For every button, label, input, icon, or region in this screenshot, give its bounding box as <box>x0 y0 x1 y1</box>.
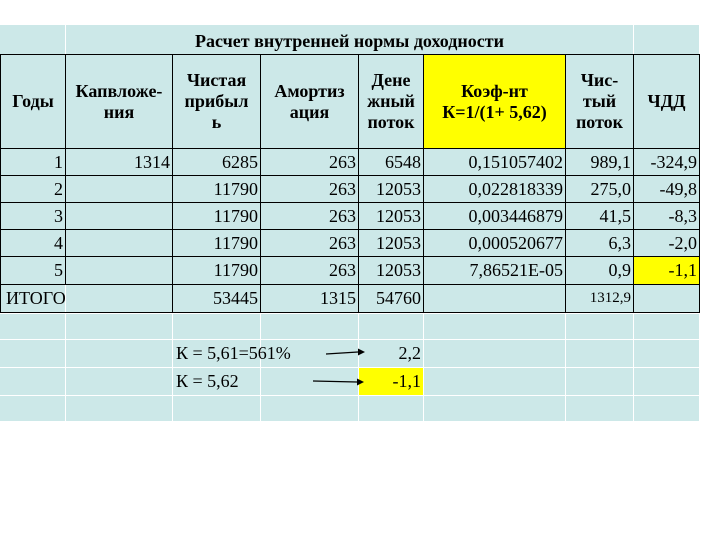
row2-amort: 263 <box>329 179 356 199</box>
row5-profit: 11790 <box>213 260 258 280</box>
header-amortization <box>261 55 358 148</box>
header-npv-label: ЧДД <box>647 91 686 111</box>
header-net-flow-line1: Чис- <box>580 70 619 90</box>
row5-flow: 12053 <box>376 260 421 280</box>
row3-coef: 0,003446879 <box>468 206 563 226</box>
k1-value: 2,2 <box>398 343 421 363</box>
k1-label: К = 5,61=561% <box>176 343 291 363</box>
row4-npv: -2,0 <box>668 233 697 253</box>
row2-flow: 12053 <box>376 179 421 199</box>
row5-amort: 263 <box>329 260 356 280</box>
row1-amort: 263 <box>329 152 356 172</box>
k2-label: К = 5,62 <box>176 371 239 391</box>
header-years <box>1 55 65 148</box>
row4-capex <box>66 230 172 257</box>
header-cash-flow-line2: жный <box>367 91 415 111</box>
header-amortization-line2: ация <box>289 101 330 122</box>
total-profit: 53445 <box>213 288 258 308</box>
header-amortization-line1: Амортиз <box>274 80 345 101</box>
header-net-flow-line3: поток <box>575 112 624 132</box>
header-net-profit-line3: ь <box>211 112 222 132</box>
header-capex-line2: ния <box>103 101 135 122</box>
row4-flow: 12053 <box>376 233 421 253</box>
row5-npv: -1,1 <box>668 260 697 280</box>
total-label: ИТОГО <box>6 288 66 308</box>
row4-coef: 0,000520677 <box>468 233 563 253</box>
header-capex <box>66 55 172 148</box>
row2-year: 2 <box>54 179 63 199</box>
row1-npv: -324,9 <box>650 152 697 172</box>
header-cash-flow-line3: поток <box>367 112 415 132</box>
row4-year: 4 <box>54 233 63 253</box>
row2-npv: -49,8 <box>659 179 697 199</box>
row1-coef: 0,151057402 <box>468 152 563 172</box>
header-net-flow-line2: тый <box>582 91 617 111</box>
k2-arrow-icon <box>313 375 365 389</box>
row5-capex <box>66 257 172 284</box>
total-net: 1312,9 <box>589 290 631 306</box>
total-flow: 54760 <box>376 288 421 308</box>
total-amort: 1315 <box>320 288 356 308</box>
header-net-profit-line1: Чистая <box>186 70 247 90</box>
header-cash-flow <box>359 55 423 148</box>
table-title: Расчет внутренней нормы доходности <box>195 30 504 51</box>
row1-year: 1 <box>54 152 63 172</box>
row2-net: 275,0 <box>590 179 631 199</box>
row3-amort: 263 <box>329 206 356 226</box>
row1-profit: 6285 <box>222 152 258 172</box>
row4-profit: 11790 <box>213 233 258 253</box>
row4-amort: 263 <box>329 233 356 253</box>
k1-arrow-icon <box>326 346 366 360</box>
row3-capex <box>66 203 172 230</box>
row5-year: 5 <box>54 260 63 280</box>
row3-year: 3 <box>54 206 63 226</box>
row2-coef: 0,022818339 <box>468 179 563 199</box>
row1-flow: 6548 <box>385 152 421 172</box>
row5-net: 0,9 <box>608 260 631 280</box>
spreadsheet <box>0 24 700 422</box>
header-coef-line1: Коэф-нт <box>461 80 528 101</box>
row5-coef: 7,86521E-05 <box>469 260 563 280</box>
header-net-profit-line2: прибыл <box>184 91 249 111</box>
row1-net: 989,1 <box>590 152 631 172</box>
header-net-flow <box>566 55 633 148</box>
row3-profit: 11790 <box>213 206 258 226</box>
row4-net: 6,3 <box>608 233 631 253</box>
header-coef <box>424 55 565 148</box>
header-coef-line2: К=1/(1+ 5,62) <box>442 101 547 122</box>
row3-flow: 12053 <box>376 206 421 226</box>
header-net-profit <box>173 55 260 148</box>
header-capex-line1: Капвложе- <box>75 80 163 101</box>
row2-profit: 11790 <box>213 179 258 199</box>
row1-capex: 1314 <box>134 152 170 172</box>
row3-npv: -8,3 <box>668 206 697 226</box>
header-cash-flow-line1: Дене <box>371 70 411 90</box>
header-years-label: Годы <box>12 91 54 111</box>
row2-capex <box>66 176 172 203</box>
header-npv <box>634 55 699 148</box>
k2-value: -1,1 <box>392 371 421 391</box>
row3-net: 41,5 <box>599 206 631 226</box>
